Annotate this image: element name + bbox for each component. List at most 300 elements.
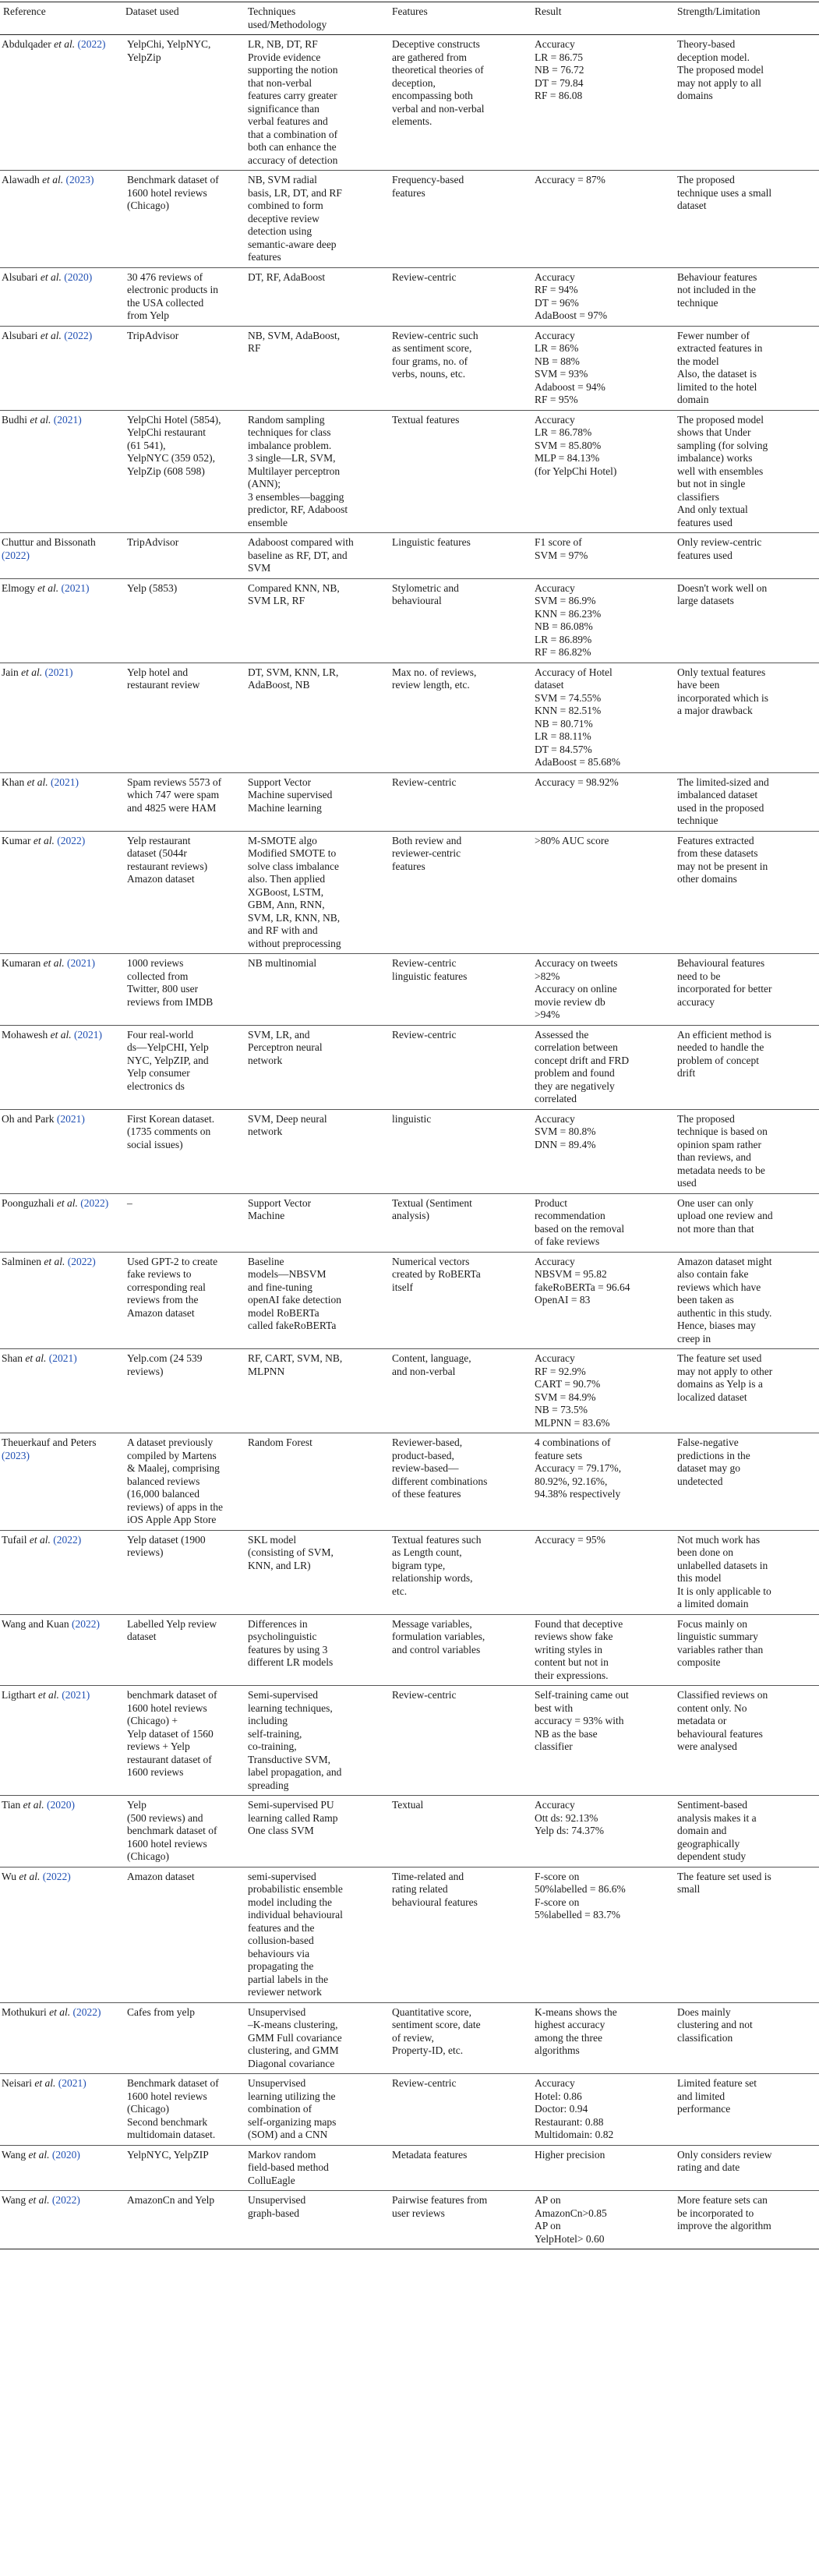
result-cell-text: Accuracy = 87%: [535, 174, 605, 186]
features-cell-text: Textual: [392, 1799, 424, 1811]
features-cell-text: Message variables, formulation variables, and control variables: [392, 1617, 485, 1655]
reference-author: Neisari: [2, 2077, 32, 2089]
reference-cell: [0, 171, 122, 268]
strength-limitation-cell-text: Sentiment-based analysis makes it a domain and geographically dependent study: [677, 1799, 757, 1862]
table-row: [0, 171, 819, 268]
citation-year-link[interactable]: (2022): [72, 1617, 101, 1630]
citation-year-link[interactable]: (2021): [53, 413, 82, 426]
strength-limitation-cell: [674, 1109, 819, 1193]
strength-limitation-cell-text: Not much work has been done on unlabelled datasets in this model It is only applicable to a limited domain: [677, 1533, 771, 1610]
techniques-cell: [245, 578, 389, 663]
features-cell: [389, 1686, 531, 1796]
dataset-cell: [122, 1109, 245, 1193]
result-cell: [531, 1796, 674, 1868]
dataset-cell: [122, 410, 245, 533]
result-cell-text: Accuracy LR = 86% NB = 88% SVM = 93% Adaboost = 94% RF = 95%: [535, 329, 605, 405]
result-cell: [531, 1025, 674, 1109]
techniques-cell-text: SVM, LR, and Perceptron neural network: [248, 1028, 323, 1066]
techniques-cell-text: Semi-supervised learning techniques, including self-training, co-training, Transductive SVM, label propagation, and spreading: [248, 1689, 342, 1791]
header-row: [0, 2, 819, 35]
strength-limitation-cell-text: The limited-sized and imbalanced dataset used in the proposed technique: [677, 776, 769, 826]
reference-author: Kumaran: [2, 957, 41, 969]
citation-year-link[interactable]: (2021): [51, 776, 79, 788]
reference-cell: [0, 2191, 122, 2249]
strength-limitation-cell-text: Does mainly clustering and not classification: [677, 2005, 753, 2044]
reference-et-al: et al.: [37, 1689, 59, 1701]
dataset-cell-text: TripAdvisor: [127, 329, 179, 341]
table-row: [0, 1349, 819, 1433]
result-cell-text: Accuracy SVM = 80.8% DNN = 89.4%: [535, 1112, 596, 1150]
dataset-cell-text: –: [127, 1196, 132, 1209]
reference-et-al: et al.: [37, 581, 59, 594]
dataset-cell-text: Labelled Yelp review dataset: [127, 1617, 217, 1642]
dataset-cell-text: Four real-world ds—YelpCHI, Yelp NYC, YelpZIP, and Yelp consumer electronics ds: [127, 1028, 209, 1092]
dataset-cell: [122, 1796, 245, 1868]
techniques-cell: [245, 267, 389, 326]
features-cell: [389, 954, 531, 1026]
features-cell-text: Linguistic features: [392, 536, 471, 548]
header-features: Features: [389, 2, 531, 35]
techniques-cell-text: SVM, Deep neural network: [248, 1112, 327, 1137]
dataset-cell: [122, 831, 245, 954]
result-cell: [531, 663, 674, 772]
features-cell: [389, 326, 531, 410]
result-cell-text: AP on AmazonCn>0.85 AP on YelpHotel> 0.60: [535, 2194, 607, 2245]
reference-cell: [0, 410, 122, 533]
features-cell: [389, 2074, 531, 2146]
techniques-cell: [245, 2002, 389, 2074]
features-cell-text: Time-related and rating related behavioural features: [392, 1870, 478, 1908]
dataset-cell-text: First Korean dataset. (1735 comments on social issues): [127, 1112, 215, 1150]
table-row: [0, 954, 819, 1026]
techniques-cell: [245, 1252, 389, 1349]
citation-year-link[interactable]: (2022): [77, 38, 106, 50]
reference-et-al: et al.: [28, 2194, 50, 2206]
reference-author: Khan: [2, 776, 25, 788]
table-row: [0, 1193, 819, 1252]
techniques-cell-text: NB, SVM, AdaBoost, RF: [248, 329, 341, 354]
features-cell: [389, 1193, 531, 1252]
reference-author: Wang: [2, 2148, 26, 2161]
features-cell: [389, 2191, 531, 2249]
citation-year-link[interactable]: (2021): [61, 581, 90, 594]
dataset-cell: [122, 267, 245, 326]
techniques-cell: [245, 663, 389, 772]
techniques-cell-text: NB, SVM radial basis, LR, DT, and RF combined to form deceptive review detection using semantic-aware deep features: [248, 174, 342, 263]
table-row: [0, 2191, 819, 2249]
reference-author: Kumar: [2, 834, 31, 846]
table-header: [0, 2, 819, 35]
citation-year-link[interactable]: (2021): [58, 2077, 86, 2089]
techniques-cell: [245, 326, 389, 410]
dataset-cell-text: Spam reviews 5573 of which 747 were spam and 4825 were HAM: [127, 776, 222, 814]
reference-author: Mothukuri: [2, 2005, 47, 2018]
result-cell: [531, 171, 674, 268]
features-cell-text: Reviewer-based, product-based, review-based— different combinations of these features: [392, 1436, 488, 1500]
features-cell: [389, 578, 531, 663]
strength-limitation-cell-text: Only review-centric features used: [677, 536, 762, 561]
header-techniques: Techniques used/Methodology: [245, 2, 389, 35]
strength-limitation-cell-text: The proposed technique is based on opinion spam rather than reviews, and metadata needs to be used: [677, 1112, 768, 1189]
result-cell-text: Accuracy RF = 94% DT = 96% AdaBoost = 97%: [535, 270, 608, 321]
table-row: [0, 410, 819, 533]
citation-year-link[interactable]: (2020): [47, 1799, 76, 1811]
reference-cell: [0, 1614, 122, 1686]
reference-author: Salminen: [2, 1255, 41, 1267]
citation-year-link[interactable]: (2022): [64, 329, 93, 341]
reference-author: Tian: [2, 1799, 21, 1811]
techniques-cell-text: Differences in psycholinguistic features by using 3 different LR models: [248, 1617, 334, 1668]
reference-author: Elmogy: [2, 581, 35, 594]
result-cell-text: Accuracy LR = 86.75 NB = 76.72 DT = 79.84 RF = 86.08: [535, 38, 584, 101]
techniques-cell-text: Random Forest: [248, 1436, 312, 1448]
features-cell: [389, 267, 531, 326]
citation-year-link[interactable]: (2023): [65, 174, 94, 186]
techniques-cell: [245, 1614, 389, 1686]
dataset-cell: [122, 954, 245, 1026]
features-cell: [389, 1109, 531, 1193]
dataset-cell-text: Benchmark dataset of 1600 hotel reviews (Chicago): [127, 174, 219, 211]
reference-author: Wu: [2, 1870, 16, 1882]
techniques-cell: [245, 1109, 389, 1193]
dataset-cell: [122, 2145, 245, 2191]
header-dataset: Dataset used: [122, 2, 245, 35]
reference-cell: [0, 1530, 122, 1614]
reference-cell: [0, 2002, 122, 2074]
features-cell-text: Pairwise features from user reviews: [392, 2194, 488, 2219]
reference-author: Shan: [2, 1352, 23, 1364]
reference-et-al: et al.: [34, 2077, 56, 2089]
dataset-cell-text: Yelp hotel and restaurant review: [127, 666, 200, 691]
reference-cell: [0, 578, 122, 663]
citation-year-link[interactable]: (2022): [42, 1870, 71, 1882]
techniques-cell: [245, 2145, 389, 2191]
table-row: [0, 772, 819, 831]
dataset-cell: [122, 578, 245, 663]
strength-limitation-cell-text: Behaviour features not included in the technique: [677, 270, 757, 309]
strength-limitation-cell: [674, 1867, 819, 2002]
result-cell-text: Accuracy Ott ds: 92.13% Yelp ds: 74.37%: [535, 1799, 605, 1836]
reference-et-al: et al.: [42, 174, 64, 186]
dataset-cell: [122, 1614, 245, 1686]
reference-cell: [0, 2074, 122, 2146]
table-row: [0, 1252, 819, 1349]
dataset-cell-text: 30 476 reviews of electronic products in the USA collected from Yelp: [127, 270, 218, 321]
techniques-cell-text: Random sampling techniques for class imbalance problem. 3 single—LR, SVM, Multilayer perceptron (ANN); 3 ensembles—bagging predictor, RF, Adaboost ensemble: [248, 413, 348, 528]
citation-year-link[interactable]: (2022): [51, 2194, 80, 2206]
result-cell: [531, 1614, 674, 1686]
techniques-cell-text: RF, CART, SVM, NB, MLPNN: [248, 1352, 343, 1377]
result-cell-text: F1 score of SVM = 97%: [535, 536, 588, 561]
table-row: [0, 1433, 819, 1531]
techniques-cell: [245, 410, 389, 533]
features-cell-text: Review-centric: [392, 1689, 457, 1701]
strength-limitation-cell-text: Features extracted from these datasets may not be present in other domains: [677, 834, 768, 885]
dataset-cell: [122, 533, 245, 579]
dataset-cell-text: TripAdvisor: [127, 536, 179, 548]
table-row: [0, 2145, 819, 2191]
features-cell: [389, 410, 531, 533]
strength-limitation-cell: [674, 1433, 819, 1531]
citation-year-link[interactable]: (2022): [72, 2005, 101, 2018]
citation-year-link[interactable]: (2022): [67, 1255, 96, 1267]
reference-author: Ligthart: [2, 1689, 36, 1701]
reference-et-al: et al.: [56, 1196, 78, 1209]
reference-cell: [0, 1252, 122, 1349]
features-cell: [389, 772, 531, 831]
features-cell: [389, 1614, 531, 1686]
strength-limitation-cell-text: Behavioural features need to be incorporated for better accuracy: [677, 957, 772, 1008]
dataset-cell: [122, 2191, 245, 2249]
table-row: [0, 1867, 819, 2002]
techniques-cell-text: SKL model (consisting of SVM, KNN, and LR): [248, 1533, 334, 1571]
features-cell-text: Review-centric: [392, 270, 457, 283]
dataset-cell-text: YelpChi, YelpNYC, YelpZip: [127, 38, 211, 63]
reference-et-al: et al.: [19, 1870, 41, 1882]
reference-cell: [0, 772, 122, 831]
dataset-cell: [122, 772, 245, 831]
citation-year-link[interactable]: (2021): [66, 957, 95, 969]
citation-year-link[interactable]: (2020): [64, 270, 93, 283]
features-cell-text: Review-centric such as sentiment score, four grams, no. of verbs, nouns, etc.: [392, 329, 478, 380]
dataset-cell: [122, 2074, 245, 2146]
dataset-cell: [122, 326, 245, 410]
features-cell-text: Textual features such as Length count, bigram type, relationship words, etc.: [392, 1533, 482, 1597]
reference-author: Alawadh: [2, 174, 40, 186]
literature-comparison-table: [0, 2, 819, 2249]
result-cell: [531, 1193, 674, 1252]
features-cell-text: Both review and reviewer-centric features: [392, 834, 462, 872]
dataset-cell: [122, 1193, 245, 1252]
reference-cell: [0, 1109, 122, 1193]
result-cell: [531, 35, 674, 171]
strength-limitation-cell: [674, 2145, 819, 2191]
result-cell: [531, 1530, 674, 1614]
strength-limitation-cell-text: Theory-based deception model. The proposed model may not apply to all domains: [677, 38, 764, 101]
reference-et-al: et al.: [28, 2148, 50, 2161]
strength-limitation-cell: [674, 1193, 819, 1252]
features-cell: [389, 2002, 531, 2074]
reference-author: Theuerkauf and Peters: [2, 1436, 97, 1448]
strength-limitation-cell: [674, 35, 819, 171]
result-cell: [531, 1349, 674, 1433]
header-strength-limitation: Strength/Limitation: [674, 2, 819, 35]
features-cell-text: Frequency-based features: [392, 174, 464, 199]
reference-et-al: et al.: [26, 776, 48, 788]
table-row: [0, 1025, 819, 1109]
strength-limitation-cell: [674, 954, 819, 1026]
features-cell-text: Stylometric and behavioural: [392, 581, 459, 606]
features-cell-text: Max no. of reviews, review length, etc.: [392, 666, 477, 691]
strength-limitation-cell-text: False-negative predictions in the dataset may go undetected: [677, 1436, 750, 1487]
techniques-cell: [245, 1867, 389, 2002]
reference-author: Mohawesh: [2, 1028, 48, 1041]
dataset-cell-text: Yelp.com (24 539 reviews): [127, 1352, 203, 1377]
strength-limitation-cell: [674, 772, 819, 831]
table-row: [0, 533, 819, 579]
reference-author: Wang: [2, 2194, 26, 2206]
techniques-cell-text: Unsupervised graph-based: [248, 2194, 306, 2219]
reference-author: Oh and Park: [2, 1112, 55, 1125]
techniques-cell: [245, 1025, 389, 1109]
strength-limitation-cell-text: The feature set used is small: [677, 1870, 771, 1895]
dataset-cell-text: Yelp (500 reviews) and benchmark dataset of 1600 hotel reviews (Chicago): [127, 1799, 217, 1862]
reference-et-al: et al.: [43, 957, 65, 969]
result-cell: [531, 1252, 674, 1349]
dataset-cell: [122, 1530, 245, 1614]
strength-limitation-cell: [674, 831, 819, 954]
reference-cell: [0, 2145, 122, 2191]
techniques-cell-text: Support Vector Machine: [248, 1196, 312, 1221]
result-cell-text: Accuracy NBSVM = 95.82 fakeRoBERTa = 96.64 OpenAI = 83: [535, 1255, 630, 1306]
strength-limitation-cell: [674, 410, 819, 533]
table-row: [0, 831, 819, 954]
strength-limitation-cell: [674, 578, 819, 663]
strength-limitation-cell-text: The proposed technique uses a small dataset: [677, 174, 772, 211]
reference-cell: [0, 831, 122, 954]
citation-year-link[interactable]: (2022): [53, 1533, 82, 1546]
reference-author: Chuttur and Bissonath: [2, 536, 96, 548]
features-cell: [389, 35, 531, 171]
citation-year-link[interactable]: (2021): [56, 1112, 85, 1125]
features-cell-text: Review-centric linguistic features: [392, 957, 468, 982]
result-cell-text: Assessed the correlation between concept drift and FRD problem and found they are negatively correlated: [535, 1028, 630, 1104]
table-row: [0, 267, 819, 326]
citation-year-link[interactable]: (2021): [62, 1689, 90, 1701]
strength-limitation-cell: [674, 1349, 819, 1433]
strength-limitation-cell: [674, 2074, 819, 2146]
result-cell: [531, 954, 674, 1026]
reference-author: Jain: [2, 666, 19, 678]
reference-author: Alsubari: [2, 270, 38, 283]
reference-cell: [0, 663, 122, 772]
techniques-cell: [245, 2191, 389, 2249]
strength-limitation-cell-text: Focus mainly on linguistic summary variables rather than composite: [677, 1617, 764, 1668]
result-cell-text: 4 combinations of feature sets Accuracy = 79.17%, 80.92%, 92.16%, 94.38% respectively: [535, 1436, 622, 1500]
techniques-cell: [245, 1433, 389, 1531]
techniques-cell-text: Compared KNN, NB, SVM LR, RF: [248, 581, 340, 606]
result-cell: [531, 2002, 674, 2074]
techniques-cell-text: DT, SVM, KNN, LR, AdaBoost, NB: [248, 666, 339, 691]
techniques-cell-text: LR, NB, DT, RF Provide evidence supporting the notion that non-verbal features carry greater significance than verbal features and that a combination of both can enhance the accuracy of detection: [248, 38, 338, 166]
features-cell: [389, 1530, 531, 1614]
features-cell-text: Review-centric: [392, 1028, 457, 1041]
dataset-cell-text: Yelp (5853): [127, 581, 178, 594]
reference-et-al: et al.: [54, 38, 76, 50]
table-row: [0, 663, 819, 772]
table-body: [0, 35, 819, 2249]
strength-limitation-cell-text: An efficient method is needed to handle the problem of concept drift: [677, 1028, 771, 1079]
techniques-cell-text: Markov random field-based method ColluEagle: [248, 2148, 329, 2186]
citation-year-link[interactable]: (2021): [44, 666, 73, 678]
reference-author: Wang and Kuan: [2, 1617, 69, 1630]
result-cell: [531, 2145, 674, 2191]
table-row: [0, 326, 819, 410]
reference-cell: [0, 1796, 122, 1868]
result-cell: [531, 326, 674, 410]
reference-et-al: et al.: [29, 1533, 51, 1546]
strength-limitation-cell-text: One user can only upload one review and not more than that: [677, 1196, 773, 1235]
citation-year-link[interactable]: (2021): [74, 1028, 102, 1041]
features-cell: [389, 1025, 531, 1109]
strength-limitation-cell-text: Only textual features have been incorporated which is a major drawback: [677, 666, 768, 716]
techniques-cell: [245, 772, 389, 831]
result-cell: [531, 772, 674, 831]
techniques-cell: [245, 2074, 389, 2146]
citation-year-link[interactable]: (2022): [57, 834, 86, 846]
dataset-cell: [122, 1686, 245, 1796]
features-cell-text: Textual features: [392, 413, 460, 426]
dataset-cell-text: Benchmark dataset of 1600 hotel reviews (Chicago) Second benchmark multidomain dataset.: [127, 2077, 219, 2140]
dataset-cell: [122, 2002, 245, 2074]
result-cell: [531, 2074, 674, 2146]
citation-year-link[interactable]: (2021): [48, 1352, 77, 1364]
reference-author: Poonguzhali: [2, 1196, 55, 1209]
features-cell: [389, 2145, 531, 2191]
strength-limitation-cell-text: Only considers review rating and date: [677, 2148, 772, 2173]
features-cell: [389, 663, 531, 772]
result-cell: [531, 410, 674, 533]
result-cell-text: >80% AUC score: [535, 834, 609, 846]
reference-et-al: et al.: [25, 1352, 47, 1364]
result-cell-text: Found that deceptive reviews show fake writing styles in content but not in their expressions.: [535, 1617, 623, 1681]
techniques-cell: [245, 1193, 389, 1252]
citation-year-link[interactable]: (2022): [2, 549, 30, 561]
result-cell-text: F-score on 50%labelled = 86.6% F-score on 5%labelled = 83.7%: [535, 1870, 626, 1921]
features-cell-text: Content, language, and non-verbal: [392, 1352, 471, 1377]
citation-year-link[interactable]: (2022): [80, 1196, 109, 1209]
features-cell-text: Review-centric: [392, 2077, 457, 2089]
reference-cell: [0, 35, 122, 171]
reference-cell: [0, 326, 122, 410]
techniques-cell-text: Support Vector Machine supervised Machine learning: [248, 776, 333, 814]
result-cell: [531, 1109, 674, 1193]
result-cell: [531, 1433, 674, 1531]
dataset-cell: [122, 35, 245, 171]
techniques-cell: [245, 35, 389, 171]
reference-cell: [0, 1867, 122, 2002]
techniques-cell-text: NB multinomial: [248, 957, 317, 969]
features-cell-text: Deceptive constructs are gathered from theoretical theories of deception, encompassing both verbal and non-verbal elements.: [392, 38, 485, 127]
strength-limitation-cell-text: The proposed model shows that Under sampling (for solving imbalance) works well with ensembles but not in single classifiers And only textual features used: [677, 413, 768, 528]
citation-year-link[interactable]: (2020): [51, 2148, 80, 2161]
techniques-cell: [245, 954, 389, 1026]
reference-et-al: et al.: [44, 1255, 65, 1267]
strength-limitation-cell: [674, 2191, 819, 2249]
techniques-cell: [245, 1349, 389, 1433]
techniques-cell: [245, 1530, 389, 1614]
reference-cell: [0, 1433, 122, 1531]
dataset-cell-text: YelpChi Hotel (5854), YelpChi restaurant (61 541), YelpNYC (359 052), YelpZip (608 598): [127, 413, 221, 477]
features-cell-text: Review-centric: [392, 776, 457, 788]
result-cell-text: Product recommendation based on the removal of fake reviews: [535, 1196, 625, 1247]
features-cell-text: Quantitative score, sentiment score, date of review, Property-ID, etc.: [392, 2005, 481, 2056]
techniques-cell-text: Baseline models—NBSVM and fine-tuning openAI fake detection model RoBERTa called fakeRoBERTa: [248, 1255, 341, 1331]
reference-cell: [0, 1025, 122, 1109]
result-cell: [531, 1686, 674, 1796]
reference-et-al: et al.: [23, 1799, 44, 1811]
techniques-cell-text: Unsupervised learning utilizing the combination of self-organizing maps (SOM) and a CNN: [248, 2077, 337, 2140]
techniques-cell: [245, 831, 389, 954]
table-row: [0, 578, 819, 663]
dataset-cell: [122, 171, 245, 268]
strength-limitation-cell: [674, 2002, 819, 2074]
techniques-cell-text: Unsupervised –K-means clustering, GMM Full covariance clustering, and GMM Diagonal covariance: [248, 2005, 342, 2069]
techniques-cell-text: DT, RF, AdaBoost: [248, 270, 326, 283]
citation-year-link[interactable]: (2023): [2, 1449, 30, 1461]
features-cell: [389, 1349, 531, 1433]
reference-author: Abdulqader: [2, 38, 51, 50]
